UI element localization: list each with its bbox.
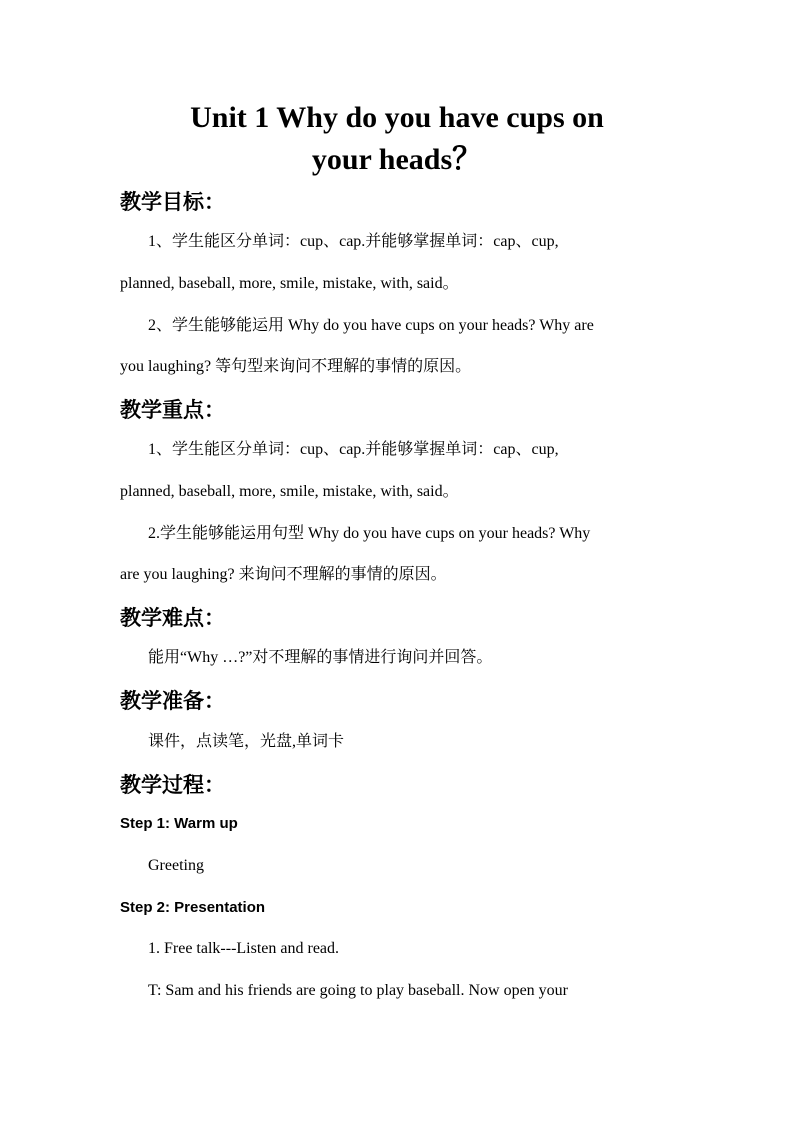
objectives-paragraph-2-line-1: 2、学生能够能运用 Why do you have cups on your heads? Why are: [148, 317, 594, 334]
process-step-2-item-1: 1. Free talk---Listen and read.: [148, 940, 340, 957]
key-points-paragraph-2-line-2: are you laughing? 来询问不理解的事情的原因。: [120, 566, 447, 583]
process-step-2-item-2: T: Sam and his friends are going to play baseball. Now open your: [148, 982, 568, 999]
key-points-paragraph-1-line-1: 1、学生能区分单词：cup、cap.并能够掌握单词：cap、cup,: [148, 441, 559, 458]
document-title-line-1: Unit 1 Why do you have cups on: [190, 101, 604, 134]
document-title-line-2: your heads？: [311, 143, 483, 176]
section-heading-key-points: 教学重点：: [120, 398, 225, 422]
preparation-paragraph-1: 课件，点读笔，光盘,单词卡: [148, 733, 345, 750]
section-heading-difficulties: 教学难点：: [120, 606, 225, 630]
objectives-paragraph-2-line-2: you laughing? 等句型来询问不理解的事情的原因。: [120, 358, 472, 375]
process-step-1-text: Greeting: [148, 857, 204, 874]
key-points-paragraph-1-line-2: planned, baseball, more, smile, mistake, with, said。: [120, 483, 459, 500]
process-step-2-label: Step 2: Presentation: [120, 899, 266, 916]
section-heading-objectives: 教学目标：: [120, 190, 225, 214]
key-points-paragraph-2-line-1: 2.学生能够能运用句型 Why do you have cups on your heads? Why: [148, 525, 591, 542]
section-heading-preparation: 教学准备：: [120, 689, 225, 713]
objectives-paragraph-1-line-1: 1、学生能区分单词：cup、cap.并能够掌握单词：cap、cup,: [148, 233, 559, 250]
process-step-1-label: Step 1: Warm up: [120, 815, 238, 832]
section-heading-process: 教学过程：: [120, 773, 225, 797]
difficulties-paragraph-1: 能用“Why …?”对不理解的事情进行询问并回答。: [148, 649, 493, 666]
objectives-paragraph-1-line-2: planned, baseball, more, smile, mistake, with, said。: [120, 275, 459, 292]
